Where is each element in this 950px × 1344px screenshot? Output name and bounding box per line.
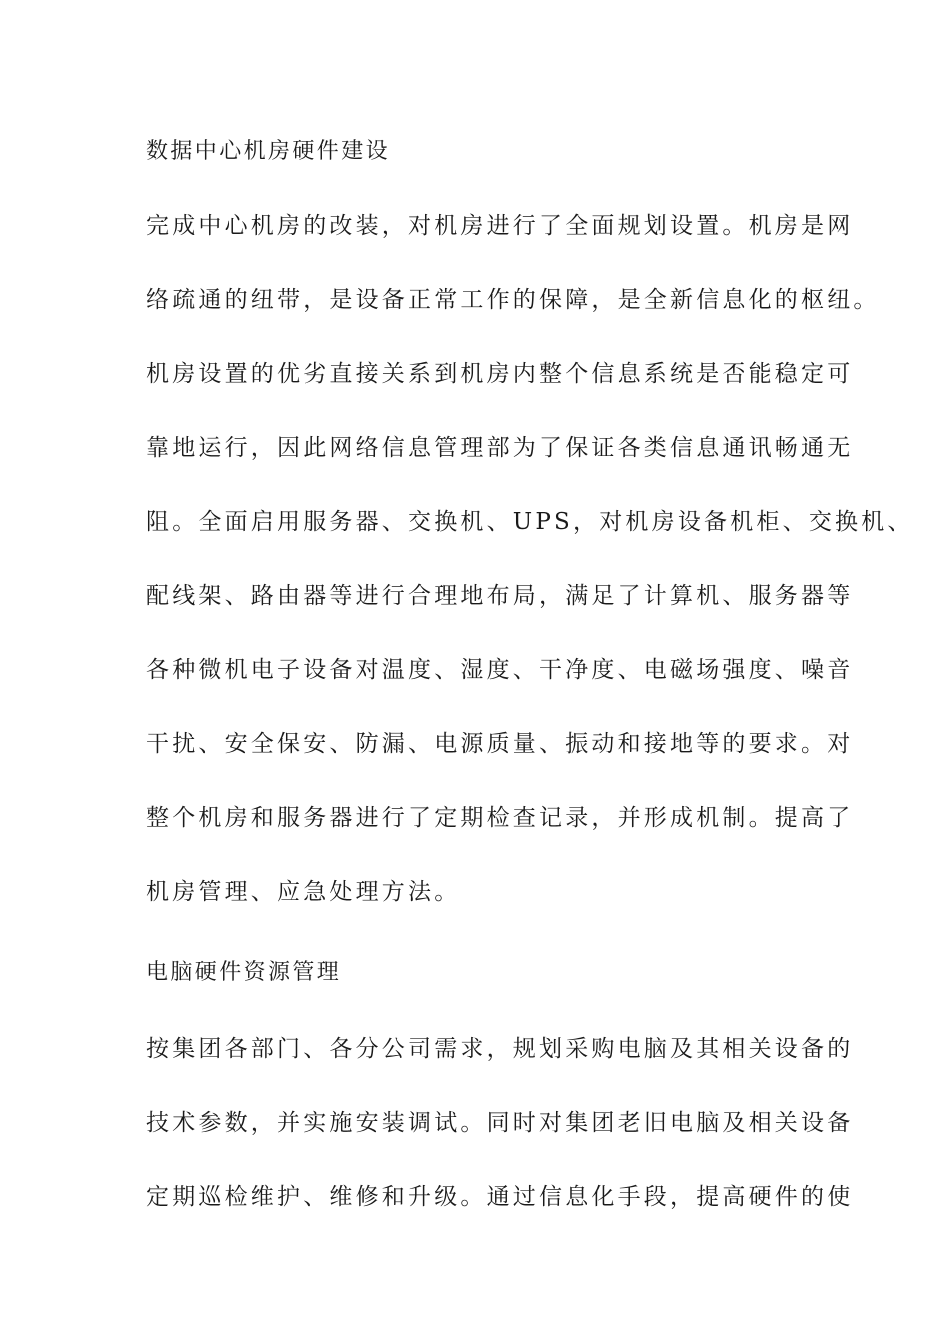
paragraph-line: 机房设置的优劣直接关系到机房内整个信息系统是否能稳定可 xyxy=(146,361,854,387)
paragraph-line: 干扰、安全保安、防漏、电源质量、振动和接地等的要求。对 xyxy=(146,731,854,757)
paragraph-line: 完成中心机房的改装，对机房进行了全面规划设置。机房是网 xyxy=(146,213,854,239)
paragraph-line: 整个机房和服务器进行了定期检查记录，并形成机制。提高了 xyxy=(146,805,854,831)
paragraph-line: 机房管理、应急处理方法。 xyxy=(146,879,461,905)
paragraph-line: 络疏通的纽带，是设备正常工作的保障，是全新信息化的枢纽。 xyxy=(146,287,880,313)
paragraph-line: 按集团各部门、各分公司需求，规划采购电脑及其相关设备的 xyxy=(146,1036,854,1062)
paragraph-line: 阻。全面启用服务器、交换机、UPS，对机房设备机柜、交换机、 xyxy=(146,509,914,535)
paragraph-line: 配线架、路由器等进行合理地布局，满足了计算机、服务器等 xyxy=(146,583,854,609)
section-heading-datacenter: 数据中心机房硬件建设 xyxy=(146,139,391,164)
paragraph-line: 靠地运行，因此网络信息管理部为了保证各类信息通讯畅通无 xyxy=(146,435,854,461)
section-heading-pc-hardware: 电脑硬件资源管理 xyxy=(146,960,342,985)
paragraph-line: 定期巡检维护、维修和升级。通过信息化手段，提高硬件的使 xyxy=(146,1184,854,1210)
paragraph-line: 技术参数，并实施安装调试。同时对集团老旧电脑及相关设备 xyxy=(146,1110,854,1136)
paragraph-line: 各种微机电子设备对温度、湿度、干净度、电磁场强度、噪音 xyxy=(146,657,854,683)
